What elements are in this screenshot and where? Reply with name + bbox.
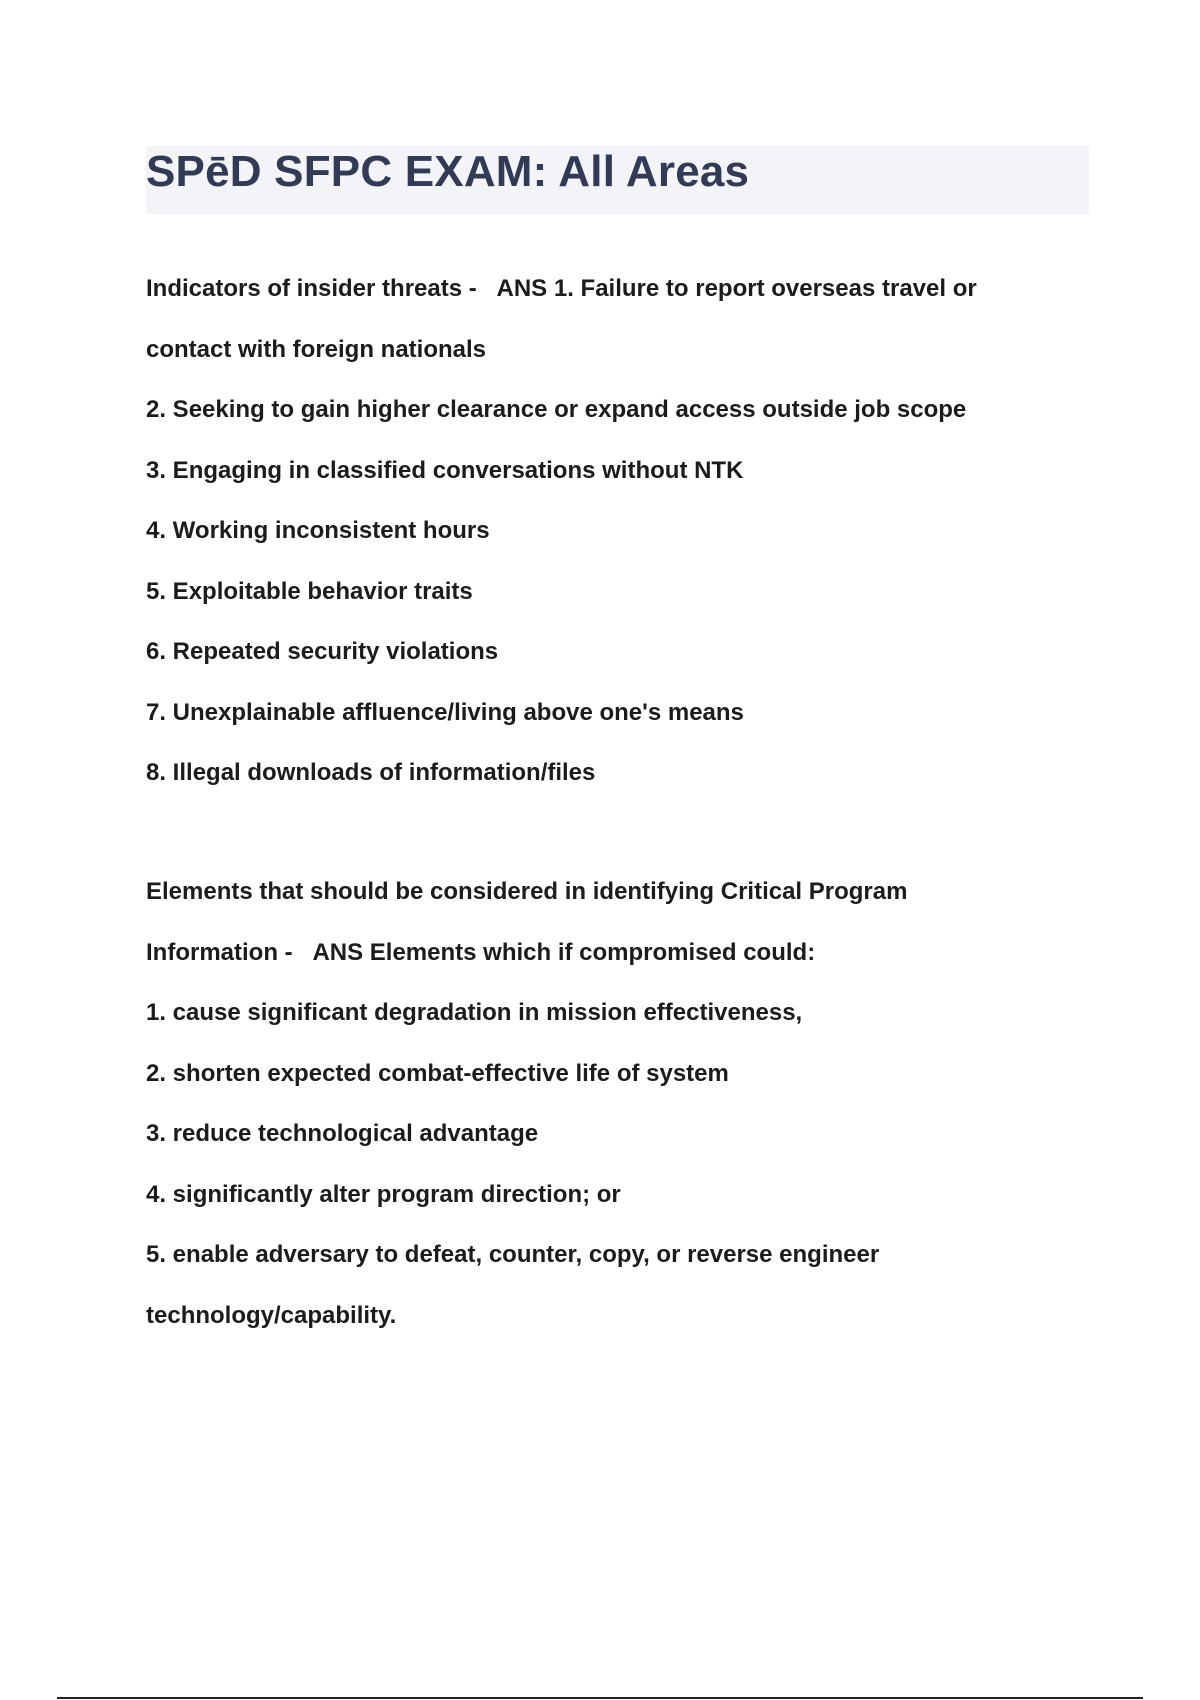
footer-divider: [57, 1697, 1143, 1699]
answer-line: 4. significantly alter program direction; or: [146, 1180, 621, 1208]
answer-line: technology/capability.: [146, 1301, 397, 1329]
answer-prefix: ANS: [312, 938, 364, 966]
answer-line: 5. Exploitable behavior traits: [146, 577, 473, 605]
answer-line: 4. Working inconsistent hours: [146, 517, 490, 544]
answer-line: 2. shorten expected combat-effective life of system: [146, 1059, 729, 1087]
question-text: Indicators of insider threats -: [146, 275, 477, 302]
answer-line: 3. Engaging in classified conversations without NTK: [146, 456, 744, 484]
answer-prefix: ANS: [496, 275, 548, 302]
qa-entry-insider-threats: [146, 259, 1076, 804]
answer-line: 2. Seeking to gain higher clearance or expand access outside job scope: [146, 396, 967, 423]
page-title: SPēD SFPC EXAM: All Areas: [146, 147, 750, 196]
question-text: Elements that should be considered in identifying Critical Program: [146, 878, 908, 905]
qa-entry-critical-program-information: [146, 862, 1076, 1346]
answer-text: 1. Failure to report overseas travel or: [553, 275, 977, 302]
answer-line: contact with foreign nationals: [146, 335, 487, 363]
answer-text: Elements which if compromised could:: [369, 938, 816, 966]
qa-line: [146, 923, 1076, 984]
answer-line: 7. Unexplainable affluence/living above one's means: [146, 698, 744, 726]
answer-line: 8. Illegal downloads of information/files: [146, 759, 596, 786]
answer-line: 3. reduce technological advantage: [146, 1120, 539, 1147]
qa-line: [146, 259, 1076, 320]
answer-line: 5. enable adversary to defeat, counter, copy, or reverse engineer: [146, 1241, 880, 1268]
question-text: Information -: [146, 938, 293, 966]
answer-line: 6. Repeated security violations: [146, 638, 499, 665]
answer-line: 1. cause significant degradation in mission effectiveness,: [146, 999, 803, 1026]
